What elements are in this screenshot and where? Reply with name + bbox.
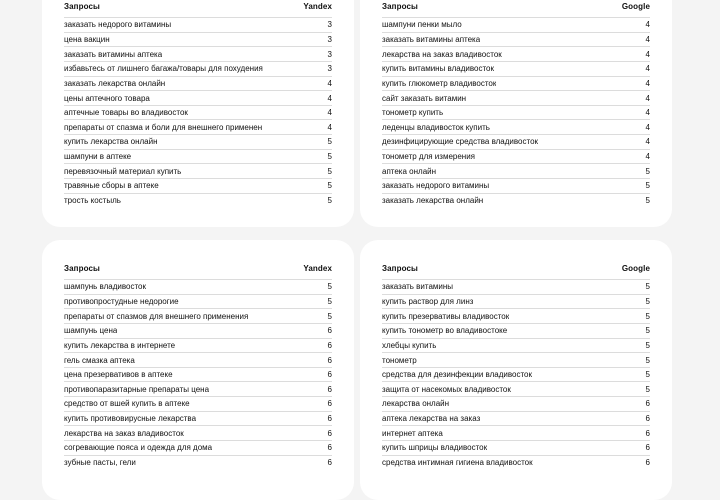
- query-text: купить витамины владивосток: [382, 64, 494, 74]
- query-list: [64, 17, 332, 207]
- query-position: 3: [327, 20, 332, 30]
- query-text: гель смазка аптека: [64, 355, 135, 365]
- query-position: 5: [327, 282, 332, 292]
- query-row: [382, 46, 650, 61]
- query-row: [64, 411, 332, 426]
- query-text: леденцы владивосток купить: [382, 122, 490, 132]
- query-position: 4: [327, 93, 332, 103]
- query-text: сайт заказать витамин: [382, 93, 467, 103]
- engine-column-header: Google: [621, 264, 650, 273]
- query-position: 5: [327, 311, 332, 321]
- query-position: 6: [327, 414, 332, 424]
- query-row: [64, 279, 332, 294]
- query-row: [382, 308, 650, 323]
- query-row: [382, 178, 650, 193]
- query-row: [382, 61, 650, 76]
- query-row: [382, 367, 650, 382]
- query-row: [64, 381, 332, 396]
- queries-panel-google-bottom: [360, 240, 672, 500]
- query-position: 6: [645, 458, 650, 467]
- query-text: дезинфицирующие средства владивосток: [382, 137, 539, 147]
- query-row: [64, 134, 332, 149]
- query-position: 5: [645, 166, 650, 176]
- query-position: 4: [645, 34, 650, 44]
- query-text: интернет аптека: [382, 428, 443, 438]
- query-text: купить глюкометр владивосток: [382, 78, 497, 88]
- query-row: [382, 105, 650, 120]
- panel-header: [382, 2, 650, 11]
- query-text: лекарства онлайн: [382, 399, 450, 409]
- query-position: 5: [645, 326, 650, 336]
- query-text: шампуни пенки мыло: [382, 20, 462, 30]
- query-text: перевязочный материал купить: [64, 166, 182, 176]
- query-row: [382, 163, 650, 178]
- query-row: [382, 90, 650, 105]
- query-row: [64, 17, 332, 32]
- query-position: 6: [327, 370, 332, 380]
- query-text: тонометр купить: [382, 108, 444, 118]
- query-position: 6: [327, 458, 332, 467]
- query-row: [64, 338, 332, 353]
- query-row: [64, 149, 332, 164]
- panel-header: [64, 264, 332, 273]
- query-text: купить лекарства онлайн: [64, 137, 158, 147]
- panel-header: [64, 2, 332, 11]
- query-text: шампунь владивосток: [64, 282, 146, 292]
- query-text: заказать лекарства онлайн: [64, 78, 166, 88]
- query-row: [64, 323, 332, 338]
- query-text: купить шприцы владивосток: [382, 443, 488, 453]
- query-text: цена презервативов в аптеке: [64, 370, 173, 380]
- query-position: 6: [645, 399, 650, 409]
- queries-panel-yandex-top: [42, 0, 354, 227]
- query-list: [382, 279, 650, 469]
- query-row: [382, 352, 650, 367]
- query-text: противопаразитарные препараты цена: [64, 384, 210, 394]
- query-row: [64, 294, 332, 309]
- query-text: согревающие пояса и одежда для дома: [64, 443, 213, 453]
- query-row: [64, 119, 332, 134]
- query-position: 6: [327, 340, 332, 350]
- query-list: [64, 279, 332, 469]
- query-row: [382, 338, 650, 353]
- query-position: 5: [645, 370, 650, 380]
- query-position: 4: [645, 78, 650, 88]
- query-position: 5: [645, 196, 650, 205]
- query-position: 3: [327, 64, 332, 74]
- query-text: заказать лекарства онлайн: [382, 196, 484, 205]
- query-text: препараты от спазмов для внешнего применения: [64, 311, 249, 321]
- query-text: избавьтесь от лишнего багажа/товары для похудения: [64, 64, 263, 74]
- query-row: [64, 105, 332, 120]
- query-row: [64, 90, 332, 105]
- query-position: 5: [327, 196, 332, 205]
- query-text: средства для дезинфекции владивосток: [382, 370, 532, 380]
- query-row: [382, 149, 650, 164]
- query-row: [382, 294, 650, 309]
- query-row: [64, 178, 332, 193]
- query-row: [382, 381, 650, 396]
- query-position: 3: [327, 34, 332, 44]
- query-row: [64, 440, 332, 455]
- query-position: 5: [645, 311, 650, 321]
- query-position: 6: [327, 355, 332, 365]
- query-position: 4: [645, 108, 650, 118]
- queries-column-header: Запросы: [382, 2, 418, 11]
- query-row: [64, 308, 332, 323]
- query-position: 6: [327, 326, 332, 336]
- query-row: [382, 119, 650, 134]
- query-position: 6: [327, 428, 332, 438]
- query-row: [64, 76, 332, 91]
- query-position: 5: [327, 166, 332, 176]
- query-row: [64, 46, 332, 61]
- query-row: [382, 279, 650, 294]
- query-text: препараты от спазма и боли для внешнего применен: [64, 122, 263, 132]
- query-row: [64, 396, 332, 411]
- queries-column-header: Запросы: [64, 264, 100, 273]
- query-position: 5: [645, 181, 650, 191]
- query-text: купить раствор для линз: [382, 296, 474, 306]
- query-position: 6: [327, 399, 332, 409]
- query-row: [64, 193, 332, 208]
- query-text: заказать недорого витамины: [382, 181, 490, 191]
- query-text: противопростудные недорогие: [64, 296, 179, 306]
- query-position: 5: [645, 340, 650, 350]
- query-row: [64, 352, 332, 367]
- query-text: купить тонометр во владивостоке: [382, 326, 508, 336]
- query-position: 6: [327, 443, 332, 453]
- query-text: лекарства на заказ владивосток: [382, 49, 502, 59]
- query-text: заказать витамины: [382, 282, 454, 292]
- query-text: трость костыль: [64, 196, 121, 205]
- query-text: шампуни в аптеке: [64, 152, 132, 162]
- queries-column-header: Запросы: [382, 264, 418, 273]
- query-position: 5: [645, 355, 650, 365]
- panel-header: [382, 264, 650, 273]
- query-text: хлебцы купить: [382, 340, 437, 350]
- query-row: [382, 455, 650, 470]
- query-text: травяные сборы в аптеке: [64, 181, 159, 191]
- query-position: 3: [327, 49, 332, 59]
- engine-column-header: Google: [621, 2, 650, 11]
- query-text: защита от насекомых владивосток: [382, 384, 511, 394]
- query-position: 4: [327, 122, 332, 132]
- query-position: 6: [327, 384, 332, 394]
- query-position: 5: [645, 282, 650, 292]
- query-text: заказать витамины аптека: [382, 34, 481, 44]
- query-position: 4: [645, 93, 650, 103]
- query-position: 4: [327, 108, 332, 118]
- query-position: 6: [645, 443, 650, 453]
- query-text: лекарства на заказ владивосток: [64, 428, 184, 438]
- query-text: заказать недорого витамины: [64, 20, 172, 30]
- query-position: 6: [645, 414, 650, 424]
- query-position: 4: [645, 20, 650, 30]
- query-row: [64, 367, 332, 382]
- query-position: 4: [327, 78, 332, 88]
- query-text: аптечные товары во владивосток: [64, 108, 188, 118]
- query-row: [382, 411, 650, 426]
- query-row: [64, 61, 332, 76]
- query-position: 5: [327, 137, 332, 147]
- queries-column-header: Запросы: [64, 2, 100, 11]
- queries-panel-google-top: [360, 0, 672, 227]
- query-text: цена вакцин: [64, 34, 110, 44]
- query-position: 4: [645, 64, 650, 74]
- query-text: купить презервативы владивосток: [382, 311, 510, 321]
- query-text: аптека лекарства на заказ: [382, 414, 481, 424]
- query-row: [382, 425, 650, 440]
- query-row: [382, 32, 650, 47]
- query-position: 4: [645, 152, 650, 162]
- query-row: [64, 455, 332, 470]
- query-text: шампунь цена: [64, 326, 118, 336]
- query-text: тонометр для измерения: [382, 152, 476, 162]
- query-row: [382, 17, 650, 32]
- query-position: 5: [327, 152, 332, 162]
- query-row: [382, 134, 650, 149]
- query-text: купить противовирусные лекарства: [64, 414, 197, 424]
- query-text: купить лекарства в интернете: [64, 340, 176, 350]
- query-text: средство от вшей купить в аптеке: [64, 399, 190, 409]
- query-row: [64, 32, 332, 47]
- query-list: [382, 17, 650, 207]
- query-position: 4: [645, 122, 650, 132]
- query-row: [382, 76, 650, 91]
- query-position: 5: [327, 181, 332, 191]
- query-position: 5: [645, 296, 650, 306]
- query-row: [382, 193, 650, 208]
- engine-column-header: Yandex: [303, 264, 332, 273]
- query-row: [382, 323, 650, 338]
- query-position: 5: [327, 296, 332, 306]
- query-text: зубные пасты, гели: [64, 458, 136, 467]
- query-row: [64, 163, 332, 178]
- query-row: [382, 396, 650, 411]
- query-position: 6: [645, 428, 650, 438]
- query-position: 5: [645, 384, 650, 394]
- query-row: [382, 440, 650, 455]
- query-text: аптека онлайн: [382, 166, 437, 176]
- query-text: тонометр: [382, 355, 417, 365]
- query-text: цены аптечного товара: [64, 93, 150, 103]
- query-text: заказать витамины аптека: [64, 49, 163, 59]
- queries-panel-yandex-bottom: [42, 240, 354, 500]
- query-text: средства интимная гигиена владивосток: [382, 458, 533, 467]
- query-row: [64, 425, 332, 440]
- query-position: 4: [645, 137, 650, 147]
- query-position: 4: [645, 49, 650, 59]
- engine-column-header: Yandex: [303, 2, 332, 11]
